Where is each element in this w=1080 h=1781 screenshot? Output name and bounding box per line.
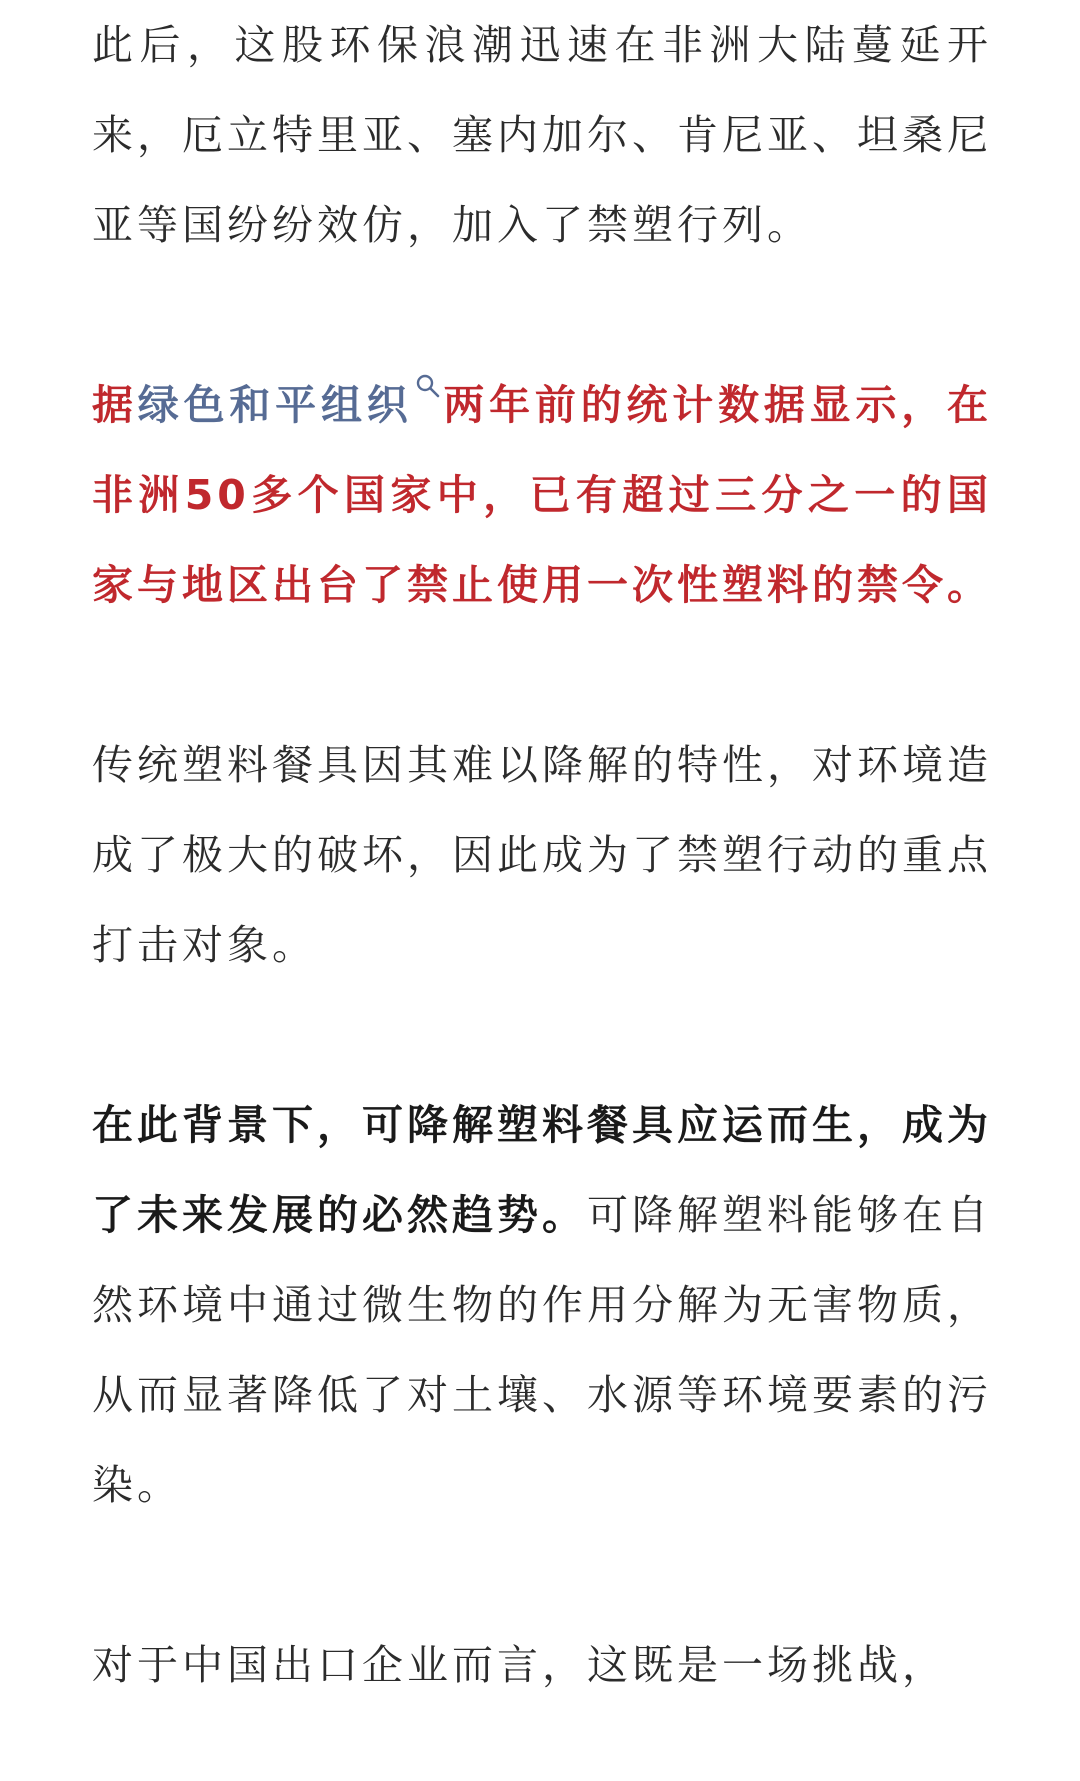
paragraph-2-suffix: 两年前的统计数据显示，在非洲50多个国家中，已有超过三分之一的国家与地区出台了禁止使用一次性塑料的禁令。 [92, 381, 993, 609]
paragraph-2-prefix: 据 [92, 381, 138, 429]
article-body [92, 0, 992, 1710]
paragraph-3: 传统塑料餐具因其难以降解的特性，对环境造成了极大的破坏，因此成为了禁塑行动的重点打击对象。 [92, 741, 992, 969]
paragraph-1: 此后，这股环保浪潮迅速在非洲大陆蔓延开来，厄立特里亚、塞内加尔、肯尼亚、坦桑尼亚等国纷纷效仿，加入了禁塑行列。 [92, 21, 992, 249]
paragraph-4-bold-lead: 在此背景下，可降解塑料餐具应运而生，成为了未来发展的必然趋势。 [92, 1101, 992, 1239]
paragraph-5: 对于中国出口企业而言，这既是一场挑战， [92, 1641, 947, 1689]
greenpeace-search-link[interactable]: 绿色和平组织 [137, 381, 413, 429]
paragraph-4-body: 可降解塑料能够在自然环境中通过微生物的作用分解为无害物质，从而显著降低了对土壤、水源等环境要素的污染。 [92, 1191, 992, 1509]
paragraph-4 [92, 1080, 992, 1530]
paragraph-2-highlight [92, 360, 992, 630]
search-icon[interactable] [415, 373, 441, 399]
